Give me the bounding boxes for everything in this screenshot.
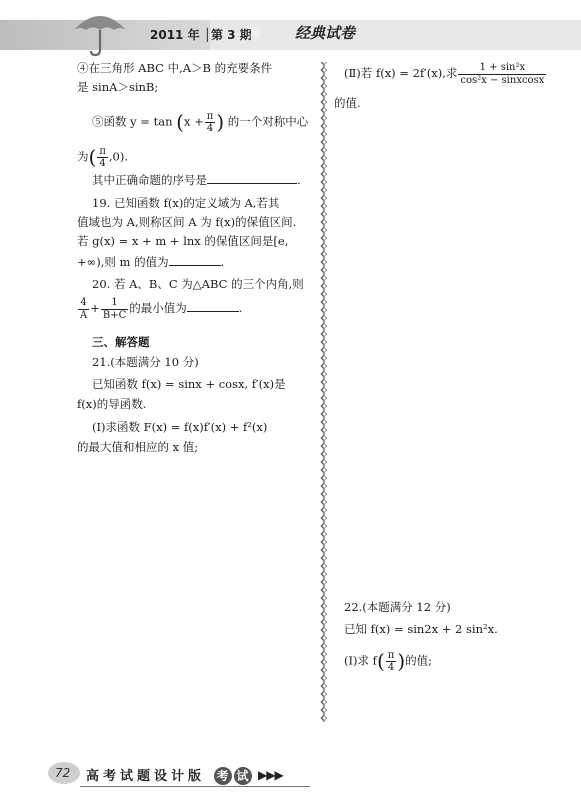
q20-fraction-1: $\frac{4}{A}$: [80, 297, 88, 321]
item5-center-fraction: $\frac{\pi}{4}$: [99, 145, 106, 169]
q21-part1-line1: (Ⅰ)求函数 F(x) = f(x)f′(x) + f²(x): [92, 420, 268, 434]
q21-part2-line1: (Ⅱ)若 f(x) = 2f′(x),求 $\frac{\text{1 + sin²x}}{\text{cos²x − sinxcosx}}$: [344, 62, 545, 86]
umbrella-icon: [70, 6, 130, 58]
column-name: 经典试卷: [295, 24, 356, 42]
q22-heading: 22.(本题满分 12 分): [344, 600, 451, 614]
q19-line3: 若 g(x) = x + m + lnx 的保值区间是[e,: [77, 234, 289, 248]
section-heading: 三、解答题: [92, 335, 150, 349]
footer-title: 高考试题设计版 考 试: [86, 767, 254, 786]
q21-part1-line2: 的最大值和相应的 x 值;: [77, 440, 199, 454]
q21-part2-line2: 的值.: [334, 96, 361, 110]
item4-line2: 是 sinA＞sinB;: [77, 80, 159, 94]
item5-fraction: $\frac{\pi}{4}$: [206, 110, 214, 134]
item5-post: 的一个对称中心: [227, 114, 309, 129]
item4-line1: ④在三角形 ABC 中,A＞B 的充要条件: [77, 61, 273, 75]
q22-line1: 已知 f(x) = sin2x + 2 sin²x.: [344, 622, 498, 636]
page-number: 72: [55, 766, 71, 780]
q22-part1: (Ⅰ)求 f( $\frac{\pi}{4}$ )的值;: [344, 649, 433, 673]
issue-label: 2011 年 │第 3 期: [150, 28, 252, 42]
footer-rule: [80, 786, 310, 787]
item5-lparen: (: [176, 110, 184, 134]
column-divider: [320, 62, 328, 722]
answer-blank[interactable]: [207, 172, 297, 184]
footer-circle-2: 试: [234, 767, 252, 785]
footer-circle-1: 考: [214, 767, 232, 785]
q22-fraction: $\frac{\pi}{4}$: [387, 649, 395, 673]
q19-line2: 值域也为 A,则称区间 A 为 f(x)的保值区间.: [77, 215, 297, 229]
item5-pre: ⑤函数 y = tan: [92, 114, 173, 129]
q21-line1: 已知函数 f(x) = sinx + cosx, f′(x)是: [92, 377, 286, 391]
q20-line2: $\frac{4}{A}$ + $\frac{1}{B+C}$ 的最小值为 .: [80, 297, 243, 321]
answer-blank[interactable]: [187, 300, 239, 312]
arrow-icons: ▶▶▶: [258, 768, 283, 782]
q19-line1: 19. 已知函数 f(x)的定义域为 A,若其: [92, 196, 280, 210]
q20-fraction-2: $\frac{1}{B+C}$: [102, 297, 127, 321]
item5-rparen: ): [216, 110, 225, 134]
item5-line1: [92, 109, 308, 136]
q21-line2: f(x)的导函数.: [77, 397, 147, 411]
answer-blank[interactable]: [169, 254, 221, 266]
chevron-icon: 》》》: [248, 26, 266, 41]
item5-x: x +: [183, 114, 204, 129]
item5-line2: 为( $\frac{\pi}{4}$ ,0).: [77, 145, 129, 169]
q21-heading: 21.(本题满分 10 分): [92, 355, 199, 369]
q21-part2-fraction: $\frac{\text{1 + sin²x}}{\text{cos²x − sinxcosx}}$: [460, 62, 545, 86]
q19-line4: +∞),则 m 的值为 .: [77, 255, 225, 269]
q18-answer-line: 其中正确命题的序号是 .: [92, 173, 301, 187]
q20-line1: 20. 若 A、B、C 为△ABC 的三个内角,则: [92, 277, 304, 291]
